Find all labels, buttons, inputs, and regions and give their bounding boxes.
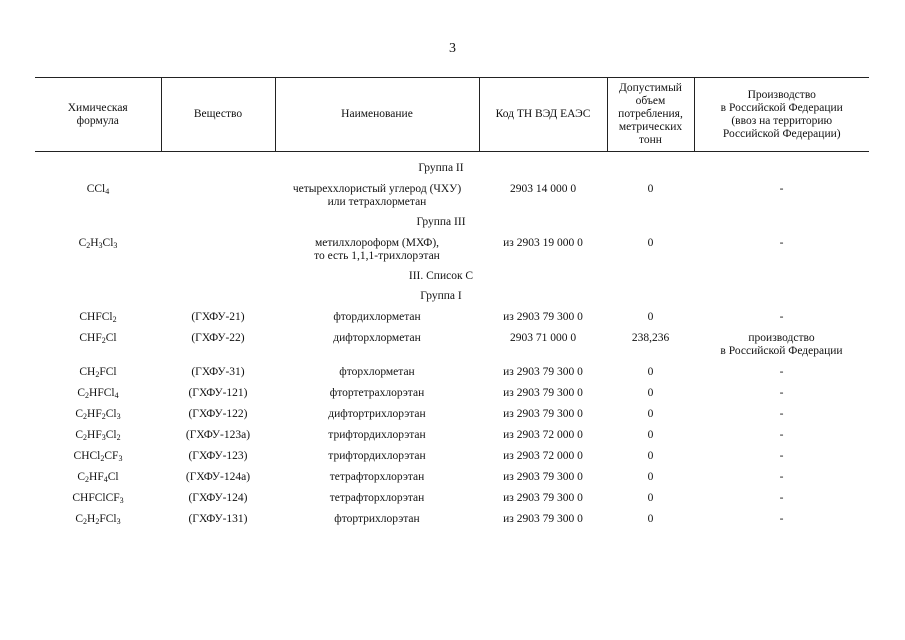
substance-name: фтортетрахлорэтан <box>329 387 425 399</box>
consumption-quota: 0 <box>647 237 654 249</box>
substance-code: (ГХФУ-124) <box>188 492 248 504</box>
production-status: - <box>779 513 784 525</box>
substance-code: (ГХФУ-124а) <box>185 471 251 483</box>
chemical-formula: $CHCl_2CF_3$ <box>73 450 123 463</box>
substances-table <box>35 77 869 531</box>
customs-code: 2903 14 000 0 <box>509 183 577 195</box>
chemical-formula: $C_2H_2FCl_3$ <box>75 513 121 526</box>
chemical-formula: CCl$_4$ <box>86 183 110 196</box>
substance-code: (ГХФУ-123) <box>188 450 248 462</box>
substance-code: (ГХФУ-123а) <box>185 429 251 441</box>
group-heading: Группа III <box>416 216 466 228</box>
production-status: - <box>779 450 784 462</box>
chemical-formula: $CH_2FCl$ <box>79 366 117 379</box>
consumption-quota: 0 <box>647 311 654 323</box>
customs-code: из 2903 79 300 0 <box>503 366 583 378</box>
customs-code: из 2903 72 000 0 <box>503 450 583 462</box>
substance-code: (ГХФУ-121) <box>188 387 248 399</box>
substance-name: тетрафторхлорэтан <box>329 492 425 504</box>
table-row <box>35 468 869 489</box>
consumption-quota: 0 <box>647 387 654 399</box>
production-status: - <box>779 429 784 441</box>
production-status: - <box>779 237 784 249</box>
customs-code: из 2903 79 300 0 <box>503 387 583 399</box>
group-heading-row <box>35 268 869 288</box>
consumption-quota: 0 <box>647 492 654 504</box>
substance-name: метилхлороформ (МХФ), то есть 1,1,1-трихлорэтан <box>314 237 440 262</box>
customs-code: из 2903 79 300 0 <box>503 408 583 420</box>
table-row <box>35 180 869 214</box>
chemical-formula: CHFCl$_2$ <box>79 311 117 324</box>
table-row <box>35 329 869 363</box>
substance-name: фторхлорметан <box>339 366 415 378</box>
table-spacer <box>35 152 869 161</box>
production-status: - <box>779 492 784 504</box>
header-code: Код ТН ВЭД ЕАЭС <box>479 78 607 152</box>
substance-code <box>161 180 275 214</box>
table-header <box>35 78 869 152</box>
chemical-formula: $C_2HF_4Cl$ <box>77 471 119 484</box>
production-status: - <box>779 183 784 195</box>
header-formula: Химическая формула <box>35 78 161 152</box>
production-status: - <box>779 311 784 323</box>
consumption-quota: 0 <box>647 408 654 420</box>
customs-code: из 2903 72 000 0 <box>503 429 583 441</box>
consumption-quota: 238,236 <box>631 332 670 344</box>
production-status: - <box>779 471 784 483</box>
substance-name: четыреххлористый углерод (ЧХУ) или тетрахлорметан <box>292 183 462 208</box>
header-quota: Допустимый объем потребления, метрических тонн <box>607 78 694 152</box>
consumption-quota: 0 <box>647 183 654 195</box>
chemical-formula: $C_2H_3Cl_3$ <box>78 237 118 250</box>
table-row <box>35 405 869 426</box>
customs-code: из 2903 19 000 0 <box>503 237 583 249</box>
group-heading: III. Список С <box>408 270 474 282</box>
substance-name: фтордихлорметан <box>333 311 421 323</box>
production-status: - <box>779 408 784 420</box>
table-row <box>35 234 869 268</box>
group-heading-row <box>35 160 869 180</box>
substance-name: фтортрихлорэтан <box>334 513 420 525</box>
customs-code: из 2903 79 300 0 <box>503 513 583 525</box>
consumption-quota: 0 <box>647 471 654 483</box>
chemical-formula: $CHF_2Cl$ <box>79 332 117 345</box>
table-header-row <box>35 78 869 152</box>
substance-code: (ГХФУ-22) <box>191 332 245 344</box>
production-status: производство в Российской Федерации <box>720 332 843 357</box>
substance-code: (ГХФУ-131) <box>188 513 248 525</box>
table-row <box>35 426 869 447</box>
table-row <box>35 308 869 329</box>
table-row <box>35 510 869 531</box>
consumption-quota: 0 <box>647 366 654 378</box>
consumption-quota: 0 <box>647 450 654 462</box>
group-heading-row <box>35 288 869 308</box>
table-body <box>35 152 869 532</box>
customs-code: из 2903 79 300 0 <box>503 471 583 483</box>
table-row <box>35 363 869 384</box>
substance-name: дифтортрихлорэтан <box>328 408 426 420</box>
group-heading: Группа II <box>418 162 464 174</box>
chemical-formula: CHFClCF$_3$ <box>72 492 124 505</box>
header-name: Наименование <box>275 78 479 152</box>
substance-name: тетрафторхлорэтан <box>329 471 425 483</box>
header-production: Производство в Российской Федерации (ввоз на территорию Российской Федерации) <box>694 78 869 152</box>
customs-code: из 2903 79 300 0 <box>503 492 583 504</box>
header-substance: Вещество <box>161 78 275 152</box>
substance-code: (ГХФУ-31) <box>191 366 245 378</box>
table-row <box>35 447 869 468</box>
substance-code: (ГХФУ-122) <box>188 408 248 420</box>
substance-code <box>161 234 275 268</box>
group-heading-row <box>35 214 869 234</box>
table-row <box>35 489 869 510</box>
customs-code: из 2903 79 300 0 <box>503 311 583 323</box>
production-status: - <box>779 387 784 399</box>
substance-name: трифтордихлорэтан <box>328 450 426 462</box>
consumption-quota: 0 <box>647 513 654 525</box>
table-row <box>35 384 869 405</box>
substance-name: трифтордихлорэтан <box>328 429 426 441</box>
chemical-formula: $C_2HF_3Cl_2$ <box>75 429 121 442</box>
chemical-formula: $C_2HF_2Cl_3$ <box>75 408 121 421</box>
substance-name: дифторхлорметан <box>333 332 421 344</box>
page-number: 3 <box>449 41 456 56</box>
consumption-quota: 0 <box>647 429 654 441</box>
substance-code: (ГХФУ-21) <box>191 311 245 323</box>
group-heading: Группа I <box>420 290 462 302</box>
customs-code: 2903 71 000 0 <box>509 332 577 344</box>
production-status: - <box>779 366 784 378</box>
chemical-formula: $C_2HFCl_4$ <box>77 387 119 400</box>
